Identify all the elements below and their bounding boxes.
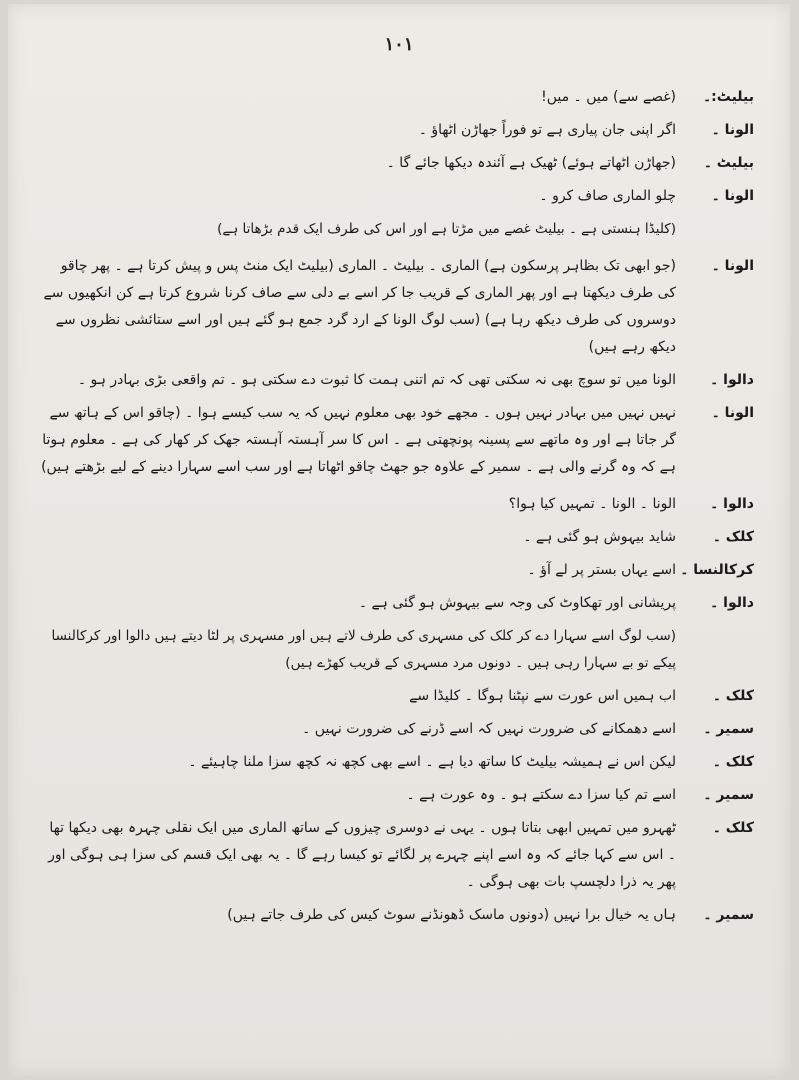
dialogue-line xyxy=(38,183,754,210)
dialogue-line xyxy=(38,557,754,584)
dialogue-text: لیکن اس نے ہمیشہ بیلیٹ کا ساتھ دیا ہے ۔ اسے بھی کچھ نہ کچھ سزا ملنا چاہیئے ۔ xyxy=(188,754,676,770)
dialogue-line xyxy=(38,815,754,896)
dialogue-line xyxy=(38,716,754,743)
speaker-label: الونا ۔ xyxy=(711,405,754,421)
dialogue-line xyxy=(38,253,754,361)
dialogue-line xyxy=(38,491,754,518)
dialogue-text: (غصے سے) میں ۔ میں! xyxy=(541,89,676,105)
dialogue-line xyxy=(38,782,754,809)
dialogue-text: اسے دھمکانے کی ضرورت نہیں کہ اسے ڈرنے کی ضرورت نہیں ۔ xyxy=(302,721,676,737)
dialogue-line xyxy=(38,400,754,481)
speaker-label: سمیر ۔ xyxy=(703,721,754,737)
speaker-label: کلک ۔ xyxy=(712,688,754,704)
dialogue-text: اگر اپنی جان پیاری ہے تو فوراً جھاڑن اٹھاؤ ۔ xyxy=(418,122,676,138)
dialogue-text: الونا میں تو سوچ بھی نہ سکتی تھی کہ تم اتنی ہمت کا ثبوت دے سکتی ہو ۔ تم واقعی بڑی بہادر ہو ۔ xyxy=(77,372,676,388)
stage-direction-text: (سب لوگ اسے سہارا دے کر کلک کی مسہری کی طرف لاتے ہیں اور مسہری پر لٹا دیتے ہیں دالوا اور کرکالنسا پیکے تو بے سہارا رہی ہیں ۔ دونوں مرد مسہری کے قریب کھڑے ہیں) xyxy=(51,628,676,671)
speaker-label: سمیر ۔ xyxy=(703,787,754,803)
dialogue-line xyxy=(38,749,754,776)
dialogue-line xyxy=(38,367,754,394)
dialogue-text: (جھاڑن اٹھاتے ہوئے) ٹھیک ہے آئندہ دیکھا جائے گا ۔ xyxy=(386,155,676,171)
dialogue-text: نہیں نہیں میں بہادر نہیں ہوں ۔ مجھے خود بھی معلوم نہیں کہ یہ سب کیسے ہوا ۔ (چاقو اس کے ہاتھ سے گر جاتا ہے اور وہ ماتھے سے پسینہ پونچھتی ہے ۔ اس کا سر آہستہ آہستہ جھک کر کھار کی ہے ۔ معلوم ہوتا ہے کہ وہ گرنے والی ہے ۔ سمیر کے علاوہ جو جھٹ چاقو اٹھاتا ہے اور سب اسے سہارا دینے کے لیے بڑھتے ہیں) xyxy=(41,405,676,475)
speaker-label: کرکالنسا ۔ xyxy=(680,562,754,578)
dialogue-text: اسے یہاں بستر پر لے آؤ ۔ xyxy=(527,562,676,578)
speaker-label: کلک ۔ xyxy=(712,529,754,545)
dialogue-text: چلو الماری صاف کرو ۔ xyxy=(539,188,676,204)
dialogue-text: شاید بیہوش ہو گئی ہے ۔ xyxy=(523,529,676,545)
stage-direction-line xyxy=(38,216,754,243)
dialogue-text: پریشانی اور تھکاوٹ کی وجہ سے بیہوش ہو گئی ہے ۔ xyxy=(358,595,676,611)
speaker-label: دالوا ۔ xyxy=(710,496,754,512)
speaker-label: الونا ۔ xyxy=(711,258,754,274)
speaker-label: الونا ۔ xyxy=(711,122,754,138)
dialogue-line xyxy=(38,150,754,177)
speaker-label: بیلیٹ ۔ xyxy=(703,155,754,171)
dialogue-line xyxy=(38,84,754,111)
speaker-label: دالوا ۔ xyxy=(710,595,754,611)
dialogue-text: اب ہمیں اس عورت سے نپٹنا ہوگا ۔ کلیڈا سے xyxy=(409,688,676,704)
speaker-label: دالوا ۔ xyxy=(710,372,754,388)
play-script xyxy=(38,84,754,935)
dialogue-line xyxy=(38,590,754,617)
dialogue-text: الونا ۔ الونا ۔ تمہیں کیا ہوا؟ xyxy=(508,496,676,512)
stage-direction-text: (کلیڈا ہنستی ہے ۔ بیلیٹ غصے میں مڑتا ہے اور اس کی طرف ایک قدم بڑھاتا ہے) xyxy=(217,221,676,237)
speaker-label: کلک ۔ xyxy=(712,820,754,836)
page-number: ۱۰۱ xyxy=(384,34,414,55)
speaker-label: بیلیٹ:۔ xyxy=(702,89,754,105)
dialogue-line xyxy=(38,117,754,144)
dialogue-text: (جو ابھی تک بظاہر پرسکون ہے) الماری ۔ بیلیٹ ۔ الماری (بیلیٹ ایک منٹ پس و پیش کرتا ہے ۔ پھر چاقو کی طرف دیکھتا ہے اور پھر الماری کے قریب جا کر اسے بے دلی سے صاف کرنا شروع کرتا ہے کن انکھیوں سے دوسروں کی طرف دیکھ رہا ہے) (سب لوگ الونا کے ارد گرد جمع ہو گئے ہیں اور اسے ستائشی نظروں سے دیکھ رہے ہیں) xyxy=(43,258,676,355)
dialogue-line xyxy=(38,902,754,929)
dialogue-line xyxy=(38,683,754,710)
speaker-label: کلک ۔ xyxy=(712,754,754,770)
dialogue-text: اسے تم کیا سزا دے سکتے ہو ۔ وہ عورت ہے ۔ xyxy=(406,787,676,803)
speaker-label: الونا ۔ xyxy=(711,188,754,204)
script-page xyxy=(8,4,790,1076)
speaker-label: سمیر ۔ xyxy=(703,907,754,923)
dialogue-text: ہاں یہ خیال برا نہیں (دونوں ماسک ڈھونڈنے سوٹ کیس کی طرف جاتے ہیں) xyxy=(227,907,676,923)
stage-direction-line xyxy=(38,623,754,677)
dialogue-line xyxy=(38,524,754,551)
dialogue-text: ٹھہرو میں تمہیں ابھی بتاتا ہوں ۔ یہی نے دوسری چیزوں کے ساتھ الماری میں ایک نقلی چہرہ بھی دیکھا تھا ۔ اس سے کہا جائے کہ وہ اسے اپنے چہرے پر لگائے تو کیسا رہے گا ۔ یہ بھی ایک قسم کی سزا ہی ہوگی اور پھر یہ ذرا دلچسپ بات بھی ہوگی ۔ xyxy=(48,820,676,890)
